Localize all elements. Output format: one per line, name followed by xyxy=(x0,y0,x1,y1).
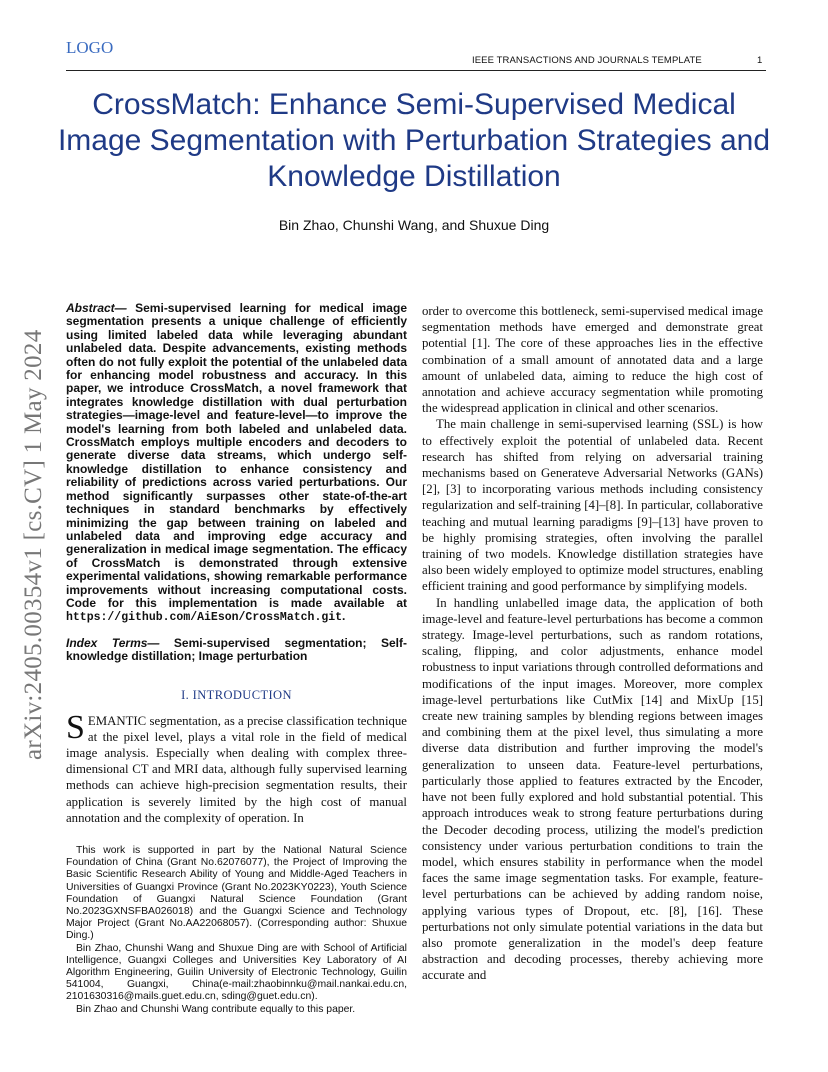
header-rule xyxy=(66,70,766,71)
drop-cap: S xyxy=(66,708,85,746)
intro-text: EMANTIC segmentation, as a precise classification technique at the pixel level, plays a vital role in the field of medical image analysis. Especially when dealing with complex three-dimensional CT and MRI data, although fully supervised learning methods can achieve high-precision segmentation results, their application is severely limited by the high cost of manual annotation and the complexity of operation. In xyxy=(66,713,407,825)
body-paragraph: The main challenge in semi-supervised learning (SSL) is how to effectively exploit the potential of unlabeled data. Recent research has shifted from relying on adversarial training mechanisms based on Generateve Adversarial Networks (GANs) [2], [3] to incorporating various methods including consistency regularization and self-training [4]–[8]. In particular, collaborative teaching and mutual learning paradigms [9]–[13] have proven to be highly promising strategies, often involving the parallel training of two models. Knowledge distillation strategies have also been widely employed to optimize model structures, enabling efficient training and good performance by simplifying models. xyxy=(422,417,763,594)
index-terms xyxy=(66,637,407,664)
left-column xyxy=(66,302,407,826)
footnote-equal-contribution: Bin Zhao and Chunshi Wang contribute equally to this paper. xyxy=(76,1003,356,1015)
footnote-affiliation: Bin Zhao, Chunshi Wang and Shuxue Ding are with School of Artificial Intelligence, Guangxi Colleges and Universities Key Laboratory of AI Algorithm Engineering, Guilin University of Electronic Technology, Guilin 541004, Guangxi, China(e-mail:zhaobinnku@mail.nankai.edu.cn, 2101630316@mails.guet.edu.cn, sding@guet.edu.cn). xyxy=(66,942,407,1003)
right-column xyxy=(422,303,763,984)
abstract-label: Abstract— xyxy=(66,301,127,315)
journal-logo: LOGO xyxy=(66,38,114,57)
abstract-text: Semi-supervised learning for medical image segmentation presents a unique challenge of efficiently using limited labeled data while leveraging abundant unlabeled data. Despite advancements, existing methods often do not fully exploit the potential of the unlabeled data for enhancing model robustness and accuracy. In this paper, we introduce CrossMatch, a novel framework that integrates knowledge distillation with dual perturbation strategies—image-level and feature-level—to improve the model's learning from both labeled and unlabeled data. CrossMatch employs multiple encoders and decoders to generate diverse data streams, which undergo self-knowledge distillation to enhance consistency and reliability of predictions across varied perturbations. Our method significantly surpasses other state-of-the-art techniques in standard benchmarks by effectively minimizing the gap between training on labeled and unlabeled data and improving edge accuracy and generalization in medical image segmentation. The efficacy of CrossMatch is demonstrated through extensive experimental validations, showing remarkable performance improvements without increasing computational costs. Code for this implementation is made available at xyxy=(66,301,407,610)
footnote-funding: This work is supported in part by the National Natural Science Foundation of China (Grant No.62076077), the Project of Improving the Basic Scientific Research Ability of Young and Middle-Aged Teachers in Universities of Guangxi Province (Grant No.2023KY0223), Youth Science Foundation of Guangxi Natural Science Foundation (Grant No.2023GXNSFBA026018) and the Guangxi Science and Technology Major Project (Grant No.AA22068057). (Corresponding author: Shuxue Ding.) xyxy=(66,845,407,942)
paper-title: CrossMatch: Enhance Semi-Supervised Medical Image Segmentation with Perturbation Strategies and Knowledge Distillation xyxy=(57,88,771,193)
abstract xyxy=(66,302,407,625)
section-heading: I. INTRODUCTION xyxy=(181,687,292,702)
intro-paragraph xyxy=(66,708,407,826)
author-list: Bin Zhao, Chunshi Wang, and Shuxue Ding xyxy=(278,217,550,233)
page-number: 1 xyxy=(757,55,763,66)
body-paragraph: In handling unlabelled image data, the application of both image-level and feature-level perturbations has become a common strategy. Image-level perturbations, such as random rotations, scaling, flipping, and color adjustments, enhance model robustness to input variations through controlled deformations and modifications of the input images. Moreover, more complex image-level perturbations like CutMix [14] and MixUp [15] create new training samples by blending regions between images and combining them at the pixel level, thus simulating a more diverse data distribution and further improving the model's generalization to unseen data. Feature-level perturbations, particularly those applied to features extracted by the Encoder, have not been fully explored and hold substantial potential. This approach introduces weak to strong feature perturbations during the Decoder decoding process, utilizing the model's prediction consistency under various perturbation conditions to train the model, which ensures stability in performance when the model faces the same image segmentation tasks. For example, feature-level perturbations can be achieved by adding random noise, applying various types of Dropout, etc. [8], [16]. These perturbations not only simulate potential variations in the data but also promote generalization in the model's deep feature abstraction and decoding processes, thereby achieving more accurate and xyxy=(422,595,763,983)
code-link[interactable]: https://github.com/AiEson/CrossMatch.git xyxy=(66,611,343,625)
index-terms-text: Semi-supervised segmentation; Self-knowledge distillation; Image perturbation xyxy=(66,635,407,664)
index-terms-label: Index Terms— xyxy=(66,635,160,650)
arxiv-stamp: arXiv:2405.00354v1 [cs.CV] 1 May 2024 xyxy=(20,329,47,760)
body-paragraph: order to overcome this bottleneck, semi-supervised medical image segmentation methods have emerged and demonstrate great potential [1]. The core of these approaches lies in the effective combination of a small amount of annotated data and a large amount of unlabeled data, aiming to reduce the high cost of annotation and achieve accuracy segmentation while promoting the widespread application in clinical and other scenarios. xyxy=(422,304,763,416)
footnotes xyxy=(66,845,407,1016)
running-head: IEEE TRANSACTIONS AND JOURNALS TEMPLATE xyxy=(472,55,702,66)
abstract-end: . xyxy=(342,609,346,624)
